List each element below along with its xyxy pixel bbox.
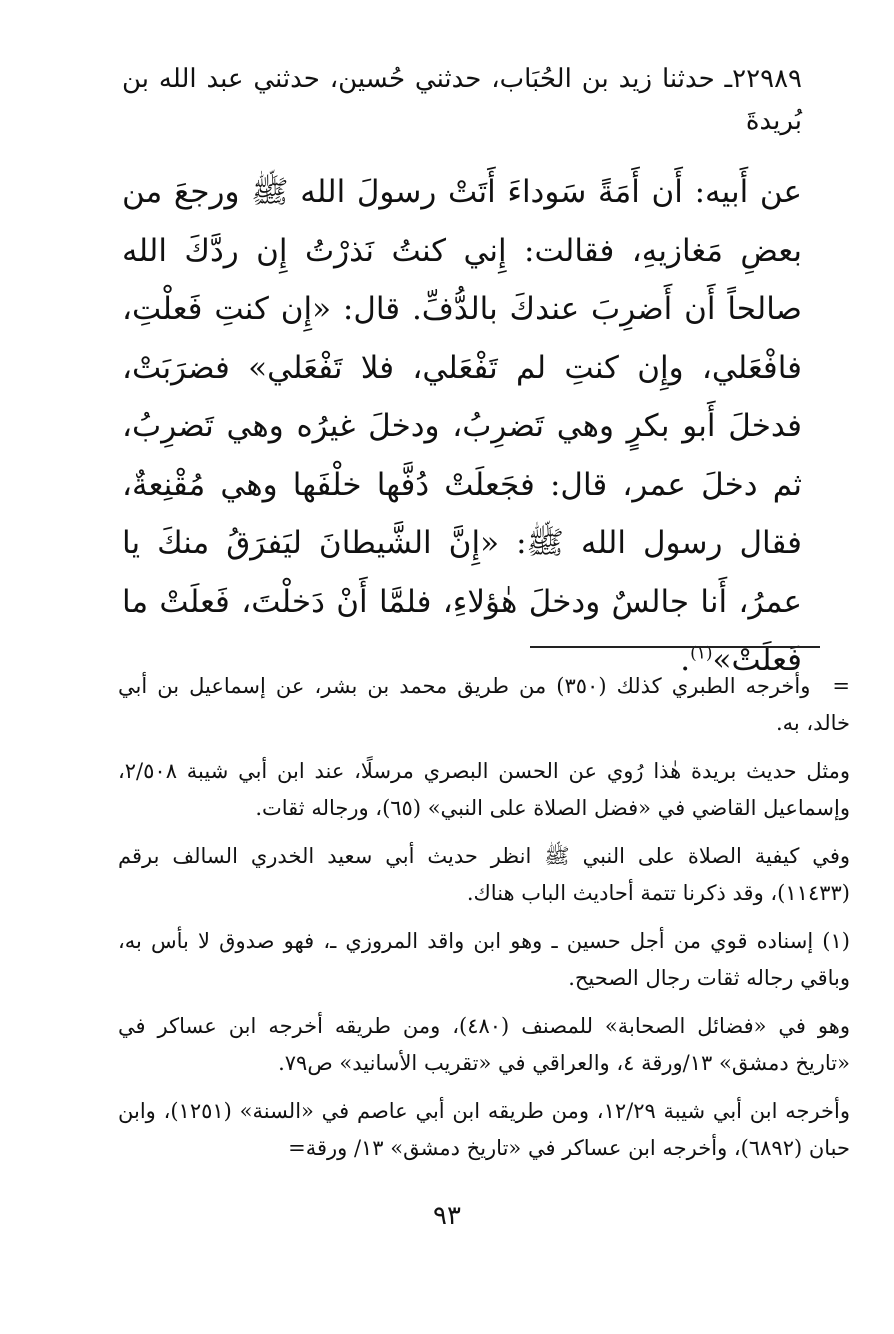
hadith-isnad (122, 58, 802, 142)
hadith-isnad-text: ٢٢٩٨٩ـ حدثنا زيد بن الحُبَاب، حدثني حُسين، حدثني عبد الله بن بُريدةَ (122, 64, 802, 136)
footnote-paragraph: وفي كيفية الصلاة على النبي ﷺ انظر حديث أبي سعيد الخدري السالف برقم (١١٤٣٣)، وقد ذكرنا تتمة أحاديث الباب هناك. (118, 844, 850, 905)
footnote-paragraph: وهو في «فضائل الصحابة» للمصنف (٤٨٠)، ومن طريقه أخرجه ابن عساكر في «تاريخ دمشق» ١٣/ورقة ٤، والعراقي في «تقريب الأسانيد» ص٧٩. (118, 1014, 850, 1075)
footnote-paragraph: ومثل حديث بريدة هٰذا رُوي عن الحسن البصري مرسلًا، عند ابن أبي شيبة ٢/٥٠٨، وإسماعيل القاضي في «فضل الصلاة على النبي» (٦٥)، ورجاله ثقات. (118, 759, 850, 820)
hadith-matn-text: عن أَبيه: أَن أَمَةً سَوداءَ أَتَتْ رسولَ الله ﷺ ورجعَ من بعضِ مَغازيهِ، فقالت: إِني كنتُ نَذرْتُ إِن ردَّكَ الله صالحاً أَن أَضرِبَ عندكَ بالدُّفِّ. قال: «إِن كنتِ فَعلْتِ، فافْعَلي، وإِن كنتِ لم تَفْعَلي، فلا تَفْعَلي» فضرَبَتْ، فدخلَ أَبو بكرٍ وهي تَضرِبُ، ودخلَ غيرُه وهي تَضرِبُ، ثم دخلَ عمر، قال: فجَعلَتْ دُفَّها خلْفَها وهي مُقْنِعةٌ، فقال رسول الله ﷺ: «إِنَّ الشَّيطانَ ليَفرَقُ منكَ يا عمرُ، أَنا جالسٌ ودخلَ هٰؤلاءِ، فلمَّا أَنْ دَخلْتَ، فَعلَتْ ما فَعلَتْ» (122, 174, 802, 678)
hadith-matn (122, 163, 802, 690)
hadith-end-punctuation: . (680, 642, 691, 678)
footnote-paragraph: (١) إسناده قوي من أجل حسين ـ وهو ابن واقد المروزي ـ، فهو صدوق لا بأس به، وباقي رجاله ثقات رجال الصحيح. (118, 929, 850, 990)
continuation-mark: = (832, 674, 850, 698)
footnotes-section (118, 668, 850, 1178)
footnote-text: وأخرجه الطبري كذلك (٣٥٠) من طريق محمد بن بشر، عن إسماعيل بن أبي خالد، به. (118, 674, 850, 735)
footnote-paragraph (118, 668, 850, 742)
footnote-paragraph: وأخرجه ابن أبي شيبة ١٢/٢٩، ومن طريقه ابن أبي عاصم في «السنة» (١٢٥١)، وابن حبان (٦٨٩٢)، وأخرجه ابن عساكر في «تاريخ دمشق» ١٣/ ورقة= (118, 1099, 850, 1160)
page-number: ٩٣ (433, 1201, 461, 1231)
footnote-divider (530, 646, 820, 648)
footnote-reference: (١) (690, 643, 713, 664)
